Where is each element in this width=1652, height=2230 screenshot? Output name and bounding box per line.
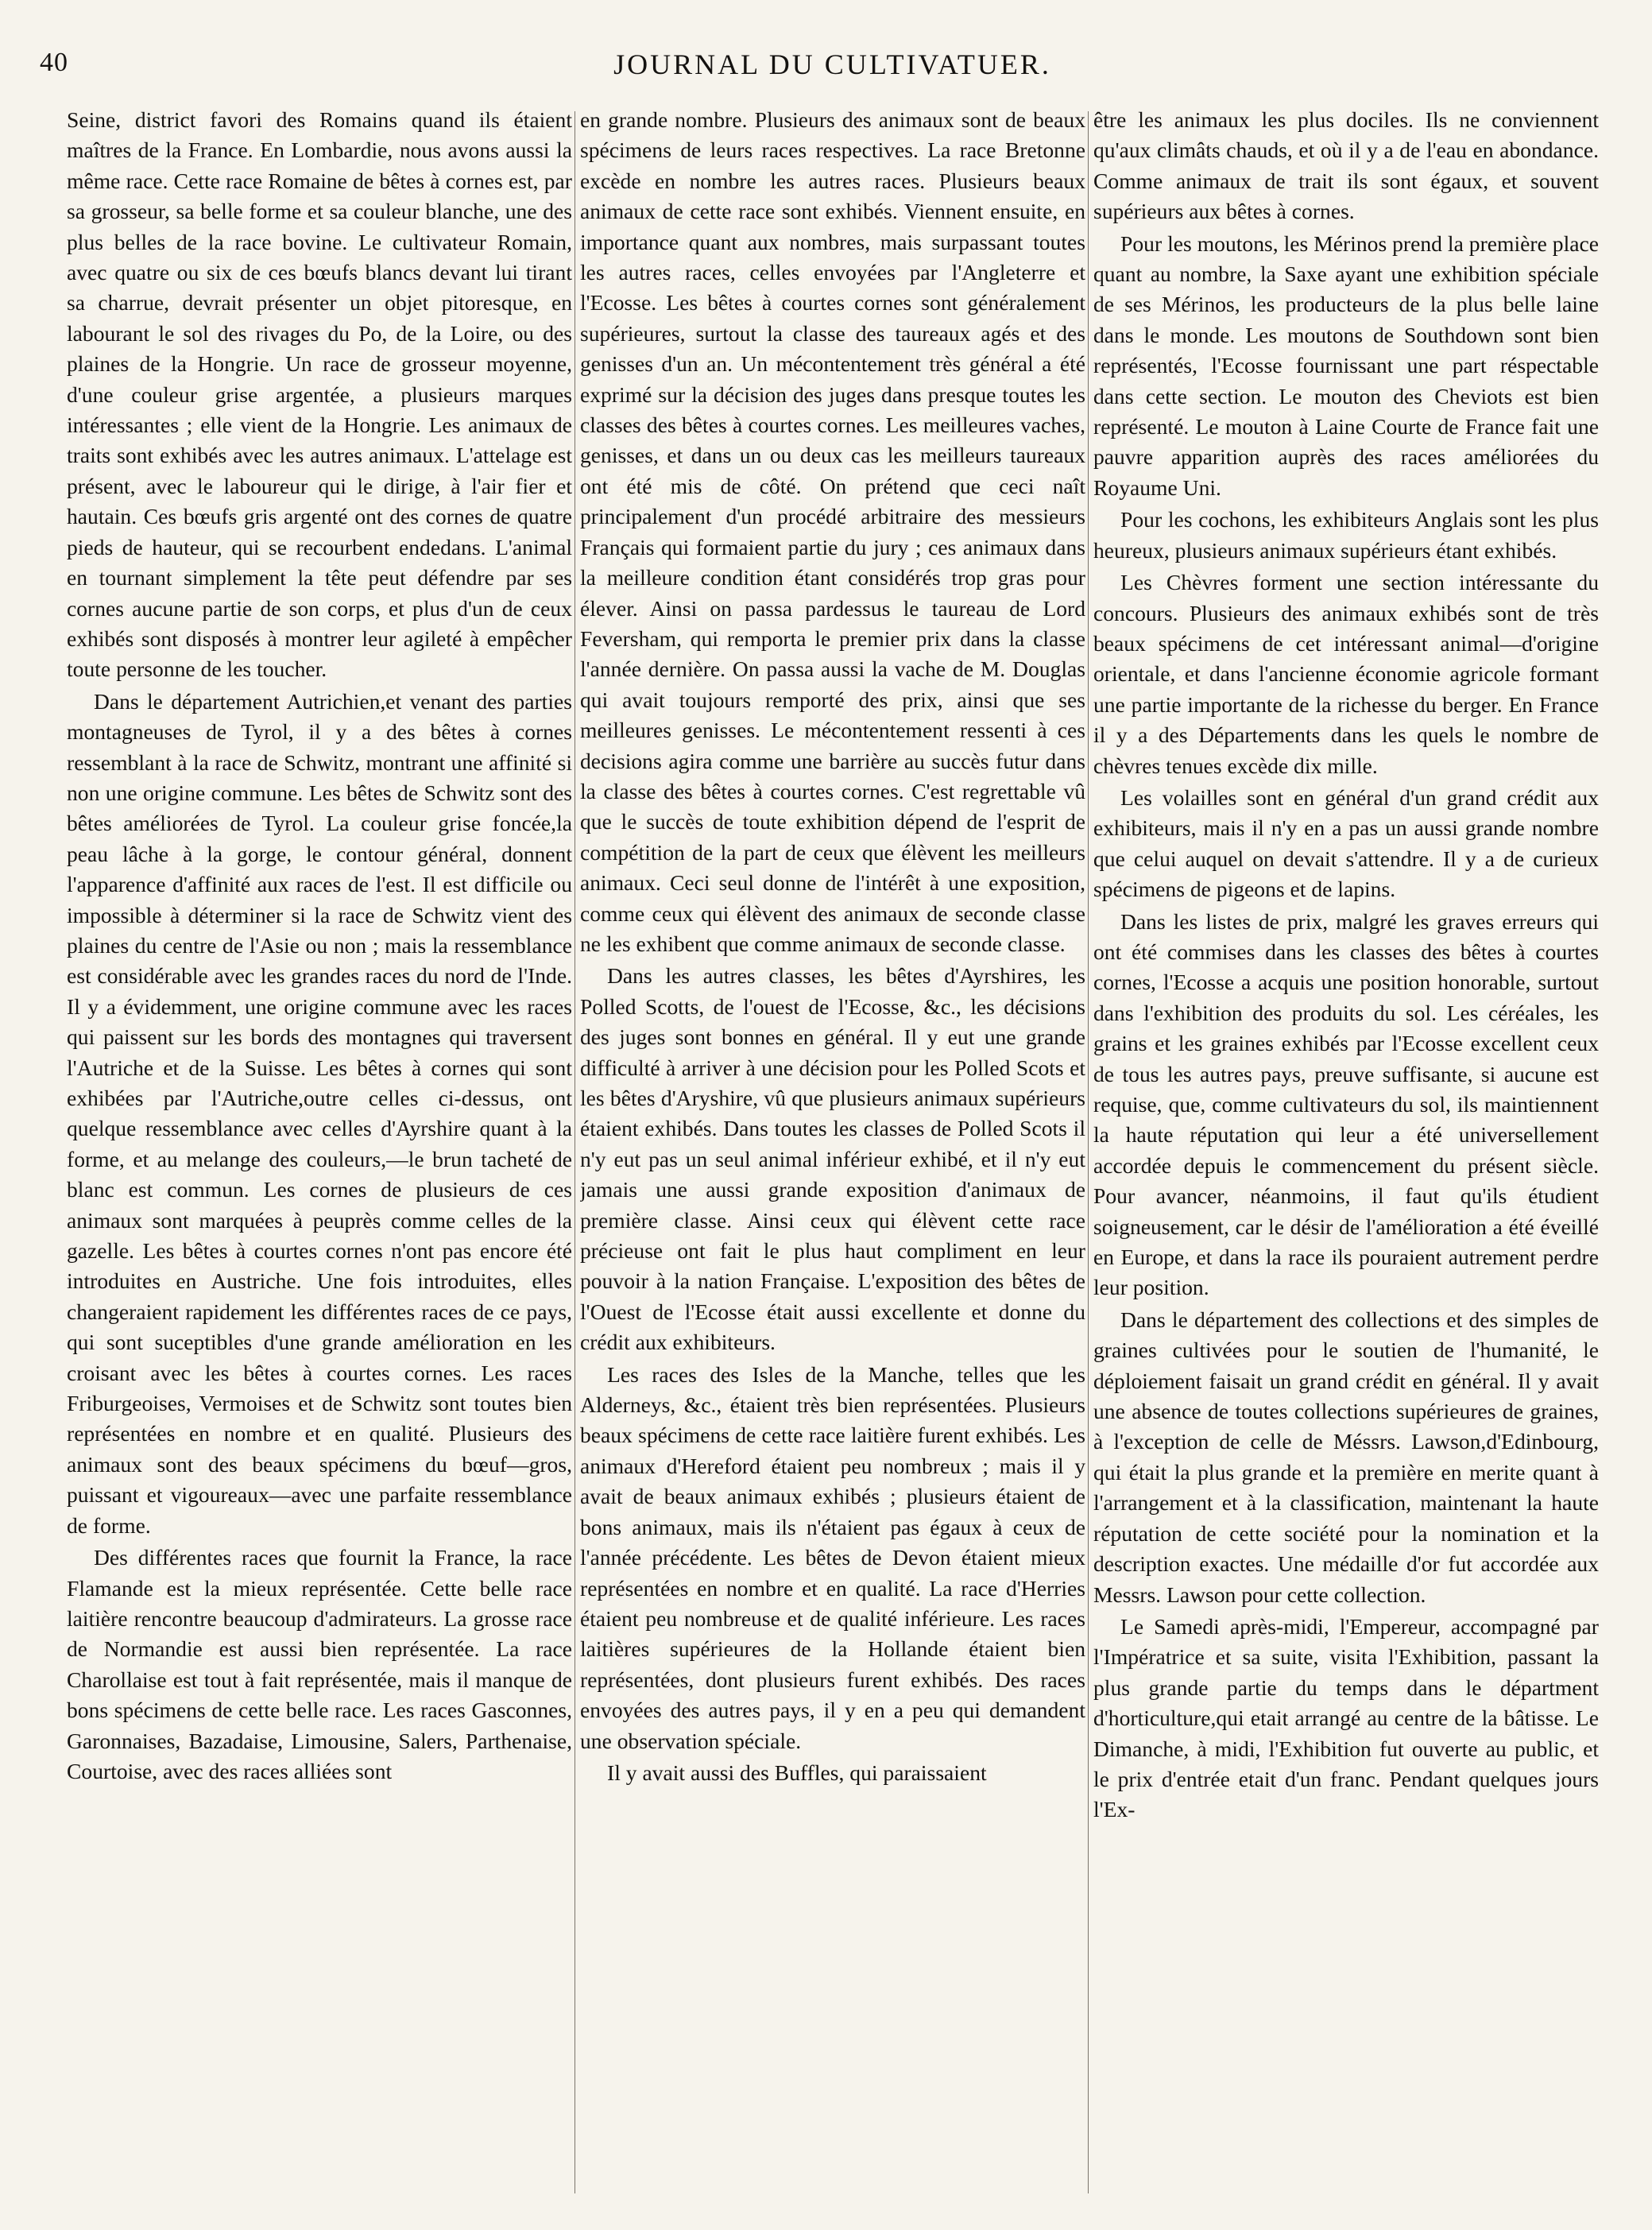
page-header	[40, 48, 1625, 92]
paragraph: être les animaux les plus dociles. Ils ne conviennent qu'aux climâts chauds, et où il y a de l'eau en abondance. Comme animaux de trait ils sont égaux, et souvent supérieurs aux bêtes à cornes.	[1093, 107, 1599, 224]
paragraph: Le Samedi après-midi, l'Empereur, accompagné par l'Impératrice et sa suite, visita l'Exhibition, passant la plus grande partie du temps dans le départment d'horticulture,qui etait arrangé au centre de la bâtisse. Le Dimanche, à midi, l'Exhibition fut ouverte au public, et le prix d'entrée etait d'un franc. Pendant quelques jours l'Ex-	[1093, 1613, 1599, 1822]
paragraph: Dans les autres classes, les bêtes d'Ayrshires, les Polled Scotts, de l'ouest de l'Ecosse, &c., les décisions des juges sont bonnes en général. Il y eut une grande difficulté à arriver à une décision pour les Polled Scots et les bêtes d'Aryshire, vû que plusieurs animaux supérieurs étaient exhibés. Dans toutes les classes de Polled Scots il n'y eut pas un seul animal inférieur exhibé, et il n'y eut jamais une aussi grande exposition d'animaux de première classe. Ainsi ceux qui élèvent cette race précieuse ont fait le plus haut compliment en leur pouvoir à la nation Française. L'exposition des bêtes de l'Ouest de l'Ecosse était aussi excellente et donne du crédit aux exhibiteurs.	[580, 963, 1085, 1355]
paragraph: Il y avait aussi des Buffles, qui paraissaient	[607, 1760, 987, 1785]
paragraph: Seine, district favori des Romains quand ils étaient maîtres de la France. En Lombardie, nous avons aussi la même race. Cette race Romaine de bêtes à cornes est, par sa grosseur, sa belle forme et sa couleur blanche, une des plus belles de la race bovine. Le cultivateur Romain, avec quatre ou six de ces bœufs blancs devant lui tirant sa charrue, devrait présenter un objet pitoresque, en labourant le sol des rivages du Po, de la Loire, ou des plaines de la Hongrie. Un race de grosseur moyenne, d'une couleur grise argentée, a plusieurs marques intéressantes ; elle vient de la Hongrie. Les animaux de traits sont exhibés avec les autres animaux. L'attelage est présent, avec le laboureur qui le dirige, à l'air fier et hautain. Ces bœufs gris argenté ont des cornes de quatre pieds de hauteur, qui se recourbent endedans. L'animal en tournant simplement la tête peut défendre par ses cornes aucune partie de son corps, et plus d'un de ceux exhibés sont disposés à montrer leur agileté à empêcher toute personne de les toucher.	[67, 107, 572, 682]
paragraph: Les races des Isles de la Manche, telles que les Alderneys, &c., étaient très bien représentées. Plusieurs beaux spécimens de cette race laitière furent exhibés. Les animaux d'Hereford étaient peu nombreux ; mais il y avait de beaux animaux exhibés ; plusieurs étaient de bons animaux, mais ils n'étaient pas égaux à ceux de l'année précédente. Les bêtes de Devon étaient mieux représentées en nombre et en qualité. La race d'Herries étaient peu nombreuse et de qualité inférieure. Les races laitières supérieures de la Hollande étaient bien représentées, dont plusieurs furent exhibés. Des races envoyées des autres pays, il y en a peu qui demandent une observation spéciale.	[580, 1361, 1085, 1753]
article-columns	[67, 105, 1648, 2219]
page-number: 40	[40, 48, 68, 77]
column-2	[580, 105, 1085, 2219]
paragraph: Pour les cochons, les exhibiteurs Anglais sont les plus heureux, plusieurs animaux supérieurs étant exhibés.	[1093, 507, 1599, 563]
column-1	[67, 105, 572, 2219]
paragraph: Dans le département des collections et des simples de graines cultivées pour le soutien de l'humanité, le déploiement faisait un grand crédit en général. Il y avait une absence de toutes collections supérieures de graines, à l'exception de celle de Méssrs. Lawson,d'Edinbourg, qui était la plus grande et la première en merite quant à l'arrangement et à la classification, maintenant la haute réputation de cette société pour la nomination et la description exactes. Une médaille d'or fut accordée aux Messrs. Lawson pour cette collection.	[1093, 1307, 1599, 1607]
paragraph: Pour les moutons, les Mérinos prend la première place quant au nombre, la Saxe ayant une exhibition spéciale de ses Mérinos, les producteurs de la plus belle laine dans le monde. Les moutons de Southdown sont bien représentés, l'Ecosse fournissant une part réspectable dans cette section. Le mouton des Cheviots est bien représenté. Le mouton à Laine Courte de France fait une pauvre apparition auprès des races améliorées du Royaume Uni.	[1093, 230, 1599, 500]
paragraph: Dans le département Autrichien,et venant des parties montagneuses de Tyrol, il y a des bêtes à cornes ressemblant à la race de Schwitz, montrant une affinité si non une origine commune. Les bêtes de Schwitz sont des bêtes améliorées de Tyrol. La couleur grise foncée,la peau lâche à la gorge, le contour général, donnent l'apparence d'affinité aux races de l'est. Il est difficile ou impossible à déterminer si la race de Schwitz vient des plaines du centre de l'Asie ou non ; mais la ressemblance est considérable avec les grandes races du nord de l'Inde. Il y a évidemment, une origine commune avec les races qui paissent sur les bords des montagnes qui traversent l'Autriche et de la Suisse. Les bêtes à cornes qui sont exhibées par l'Autriche,outre celles ci-dessus, ont quelque ressemblance avec celles d'Ayrshire quant à la forme, et au melange des couleurs,—le brun tacheté de blanc est commun. Les cornes de plusieurs de ces animaux sont marquées à peuprès comme celles de la gazelle. Les bêtes à courtes cornes n'ont pas encore été introduites en Austriche. Une fois introduites, elles changeraient rapidement les différentes races de ce pays, qui sont suceptibles d'une grande amélioration en les croisant avec les bêtes à courtes cornes. Les races Friburgeoises, Vermoises et de Schwitz sont toutes bien représentées en nombre et en qualité. Plusieurs des animaux sont des beaux spécimens du bœuf—gros, puissant et vigoureaux—avec une parfaite ressemblance de forme.	[67, 688, 572, 1538]
paragraph: en grande nombre. Plusieurs des animaux sont de beaux spécimens de leurs races respectives. La race Bretonne excède en nombre les autres races. Plusieurs beaux animaux de cette race sont exhibés. Viennent ensuite, en importance quant aux nombres, mais surpassant toutes les autres races, celles envoyées par l'Angleterre et l'Ecosse. Les bêtes à courtes cornes sont généralement supérieures, surtout la classe des taureaux agés et des genisses d'un an. Un mécontentement très général a été exprimé sur la décision des juges dans presque toutes les classes des bêtes à courtes cornes. Les meilleures vaches, genisses, et dans un ou deux cas les meilleurs taureaux ont été mis de côté. On prétend que ceci naît principalement d'un procédé arbitraire des messieurs Français qui formaient partie du jury ; ces animaux dans la meilleure condition étant considérés trop gras pour élever. Ainsi on passa pardessus le taureau de Lord Feversham, qui remporta le premier prix dans la classe l'année dernière. On passa aussi la vache de M. Douglas qui avait toujours remporté des prix, ainsi que ses meilleures genisses. Le mécontentement ressenti à ces decisions agira comme une barrière au succès futur dans la classe des bêtes à courtes cornes. C'est regrettable vû que le succès de toute exhibition dépend de l'esprit de compétition de la part de ceux que élèvent les meilleurs animaux. Ceci seul donne de l'intérêt à une exposition, comme ceux qui élèvent des animaux de seconde classe ne les exhibent que comme animaux de seconde classe.	[580, 107, 1085, 956]
journal-title: JOURNAL DU CULTIVATUER.	[613, 48, 1051, 80]
column-divider	[1088, 111, 1089, 2193]
paragraph: Les volailles sont en général d'un grand crédit aux exhibiteurs, mais il n'y en a pas un aussi grande nombre que celui auquel on devait s'attendre. Il y a de curieux spécimens de pigeons et de lapins.	[1093, 784, 1599, 902]
paragraph: Des différentes races que fournit la France, la race Flamande est la mieux représentée. Cette belle race laitière rencontre beaucoup d'admirateurs. La grosse race de Normandie est aussi bien représentée. La race Charollaise est tout à fait représentée, mais il manque de bons spécimens de cette belle race. Les races Gasconnes, Garonnaises, Bazadaise, Limousine, Salers, Parthenaise, Courtoise, avec des races alliées sont	[67, 1545, 572, 1783]
paragraph: Dans les listes de prix, malgré les graves erreurs qui ont été commises dans les classes des bêtes à courtes cornes, l'Ecosse a acquis une position honorable, surtout dans l'exhibition des produits du sol. Les céréales, les grains et les graines exhibés par l'Ecosse excellent ceux de tous les autres pays, preuve suffisante, si aucune est requise, que, comme cultivateurs du sol, ils maintiennent la haute réputation qui leur a été universellement accordée depuis le commencement du présent siècle. Pour avancer, néanmoins, il faut qu'ils étudient soigneusement, car le désir de l'amélioration a été éveillé en Europe, et dans la race ils pouraient autrement perdre leur position.	[1093, 908, 1599, 1300]
paragraph: Les Chèvres forment une section intéressante du concours. Plusieurs des animaux exhibés sont de très beaux spécimens de cet intéressant animal—d'origine orientale, et dans l'ancienne économie agricole formant une partie importante de la richesse du berger. En France il y a des Départements dans les quels le nombre de chèvres tenues excède dix mille.	[1093, 570, 1599, 778]
column-3	[1093, 105, 1599, 2219]
